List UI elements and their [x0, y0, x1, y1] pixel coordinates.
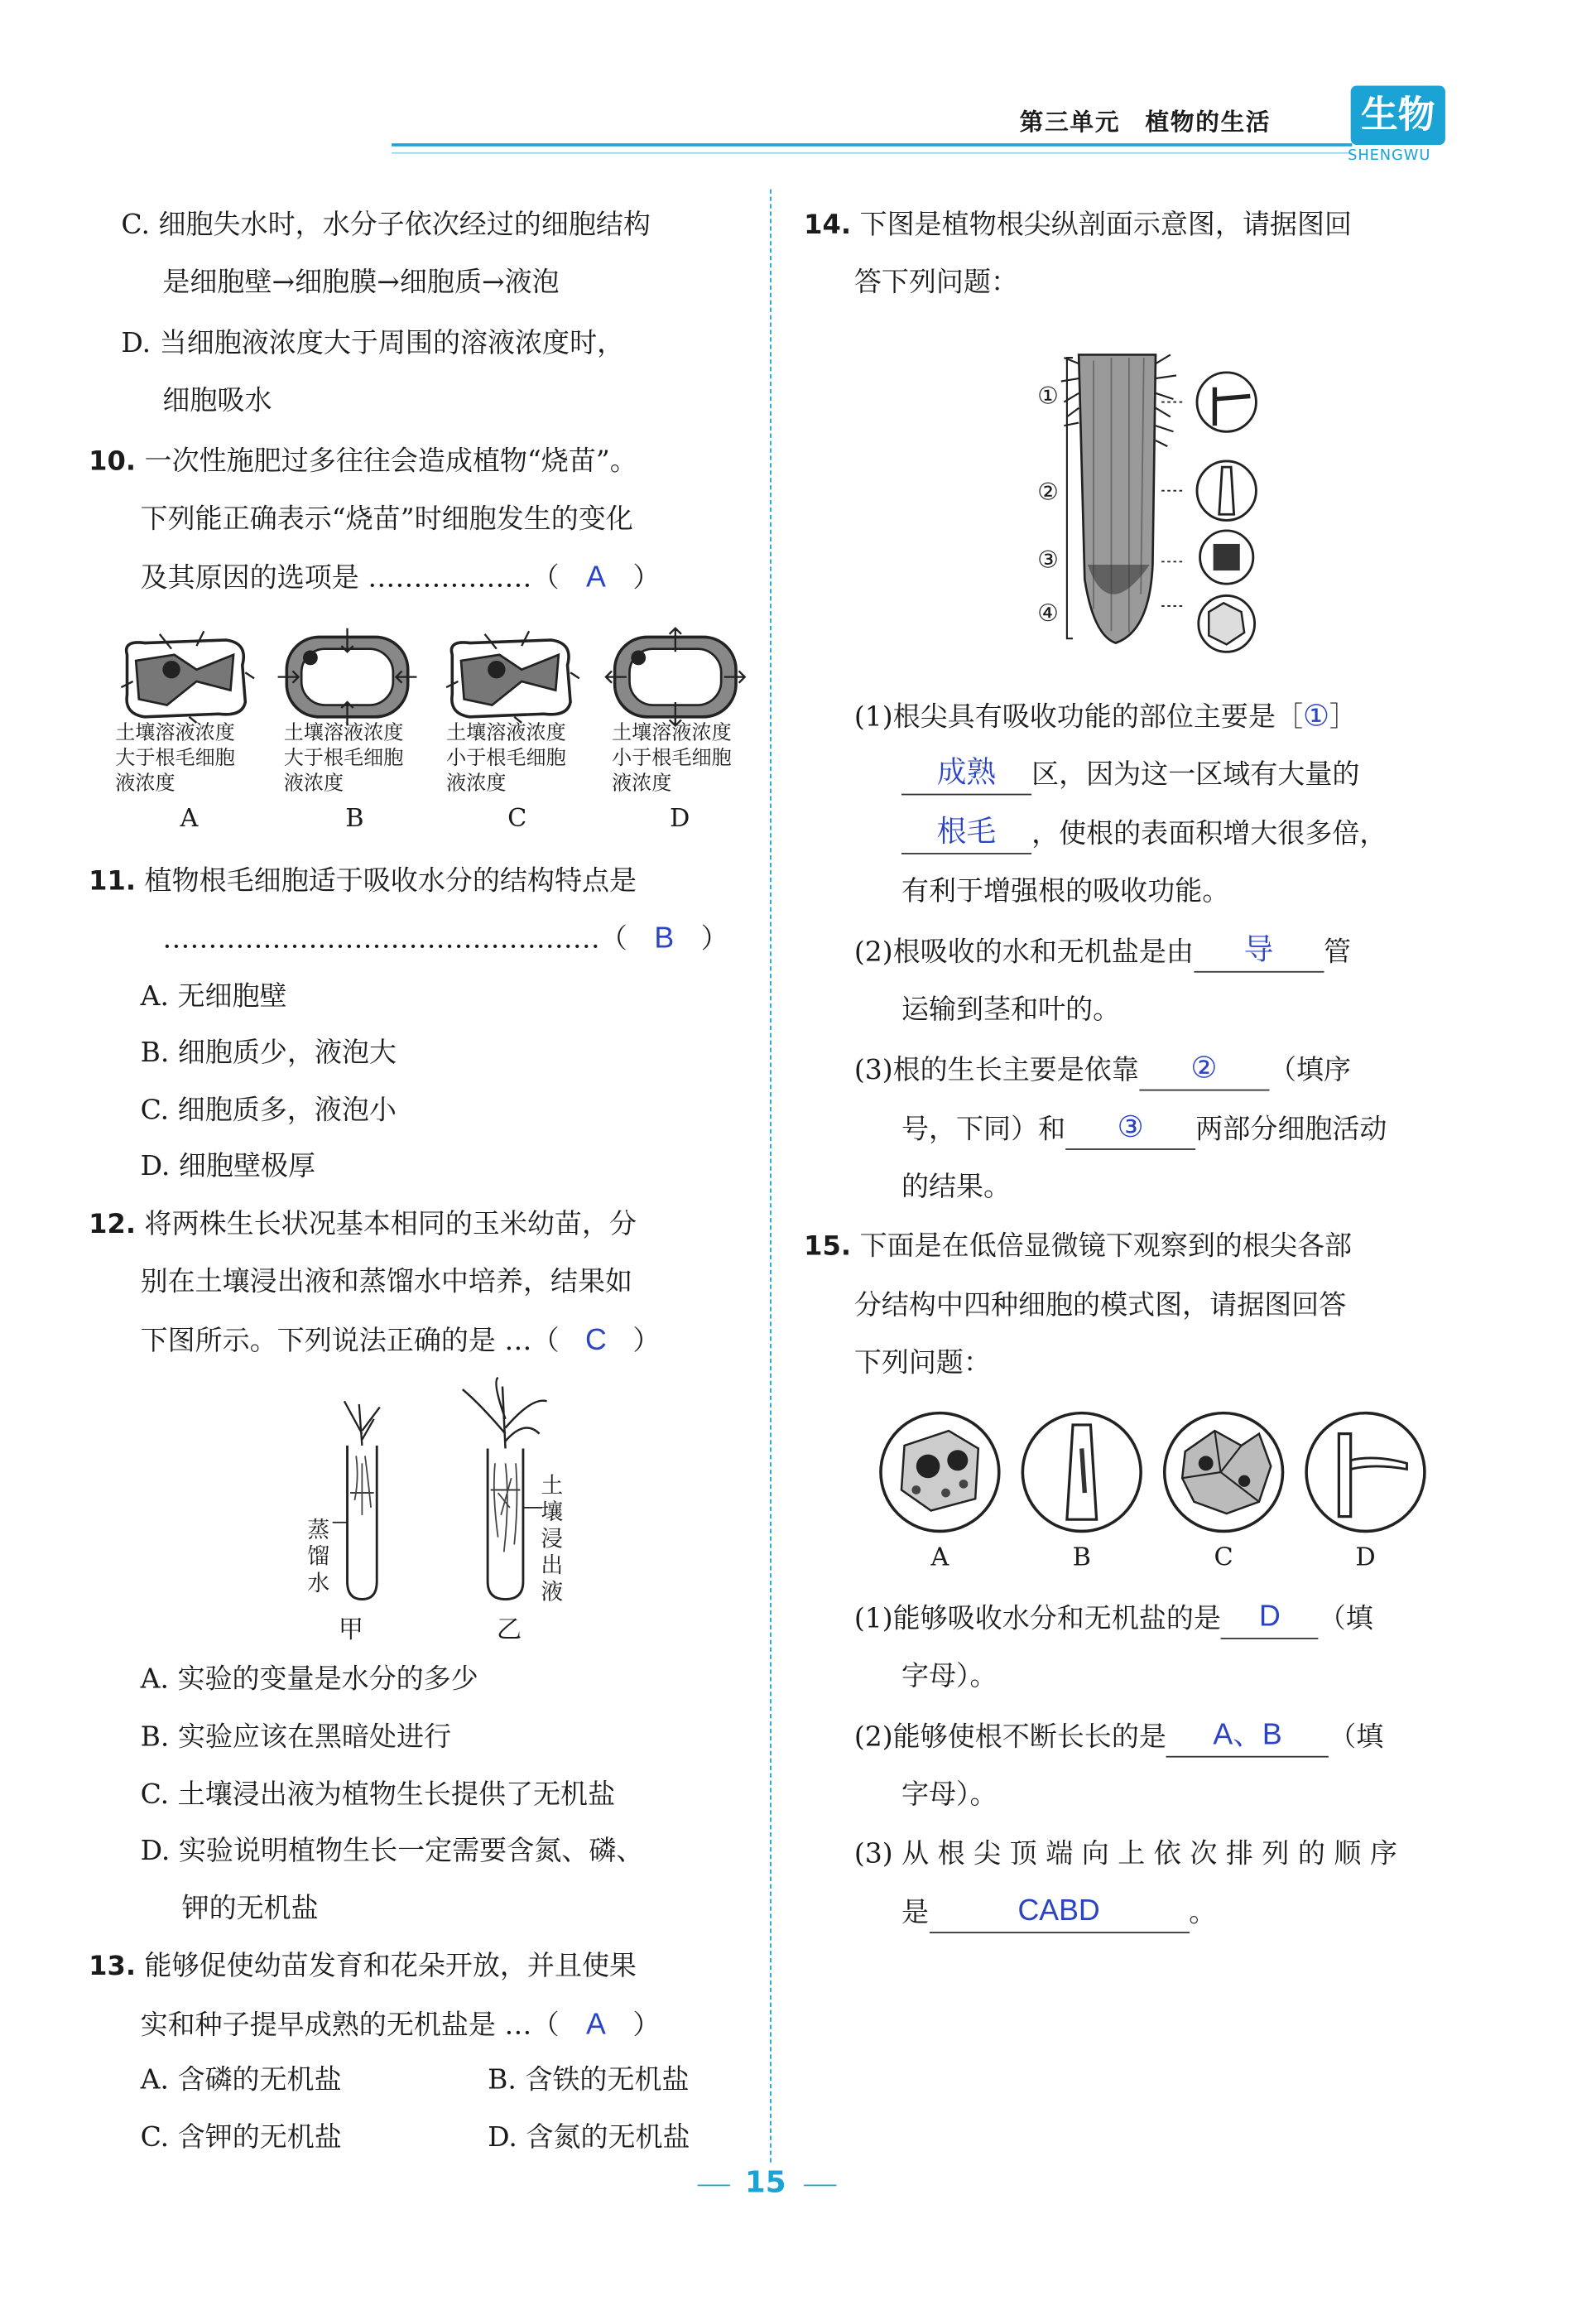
- q15-sub1-line1: [854, 1600, 1373, 1639]
- q14-label-1: ①: [1037, 381, 1059, 410]
- q10-close: ）: [632, 563, 661, 594]
- page-number: 15: [744, 2163, 786, 2200]
- q11-line1: [89, 864, 637, 902]
- q15-sub2-text-a: (2)能够使根不断长长的是: [853, 1721, 1166, 1754]
- q12-option-b: B. 实验应该在黑暗处进行: [140, 1721, 452, 1754]
- q15-sub3-line1: (3) 从 根 尖 顶 端 向 上 依 次 排 列 的 顺 序: [853, 1838, 1397, 1870]
- q12-label-soil-3: 浸: [541, 1525, 564, 1552]
- q10-cell-figure-a: [115, 628, 256, 724]
- q10-letter-c: C: [507, 804, 527, 834]
- q11-text2: …………………………………………（: [162, 923, 627, 955]
- q11-line2: [162, 919, 728, 959]
- q10-line3: [141, 559, 661, 599]
- q15-sub3-line2: [901, 1894, 1216, 1933]
- q15-sub3-text-c: 。: [1189, 1898, 1217, 1929]
- q10-text1: 一次性施肥过多往往会造成植物“烧苗”。: [144, 446, 637, 478]
- q13-option-b: B. 含铁的无机盐: [488, 2064, 690, 2096]
- q12-label-distilled-2: 馏: [307, 1543, 330, 1570]
- q15-sub1-answer: D: [1221, 1600, 1319, 1639]
- q10-caption-d-l1: 土壤溶液浓度: [612, 721, 732, 745]
- q14-sub1-text-c: 区，因为这一区域有大量的: [1031, 759, 1360, 792]
- q14-sub1-line3: [901, 815, 1387, 854]
- q14-sub1-text-d: ，使根的表面积增大很多倍，: [1031, 818, 1387, 850]
- q12-label-soil-4: 出: [541, 1552, 564, 1579]
- q9-option-c-line1: C. 细胞失水时，水分子依次经过的细胞结构: [121, 209, 651, 241]
- q10-caption-c-l3: 液浓度: [446, 771, 507, 796]
- q14-line2: 答下列问题：: [853, 267, 1019, 299]
- q15-cell-figure: [872, 1404, 1433, 1545]
- q13-close: ）: [632, 2009, 661, 2042]
- q14-label-3: ③: [1037, 545, 1059, 574]
- q14-sub3-text-a: (3)根的生长主要是依靠: [853, 1055, 1139, 1087]
- q11-answer: B: [654, 922, 675, 955]
- q14-sub1-text-a: (1)根尖具有吸收功能的部位主要是［: [853, 701, 1304, 734]
- subject-pinyin: SHENGWU: [1348, 147, 1431, 165]
- q14-sub3-answer-2: ③: [1065, 1110, 1195, 1150]
- q10-caption-c: [446, 721, 566, 797]
- header: [0, 0, 1596, 170]
- q10-number: 10.: [89, 446, 137, 478]
- q12-number: 12.: [89, 1209, 137, 1240]
- q14-sub2-answer: 导: [1194, 932, 1324, 972]
- q11-option-b: B. 细胞质少，液泡大: [140, 1037, 397, 1069]
- q14-sub1-line1: [854, 698, 1357, 738]
- q15-letter-c: C: [1214, 1543, 1233, 1573]
- q12-tube-yi-label: 乙: [496, 1615, 522, 1645]
- q11-option-a: A. 无细胞壁: [140, 981, 287, 1013]
- q10-letter-d: D: [669, 804, 690, 834]
- q12-answer: C: [585, 1324, 607, 1357]
- q12-option-a: A. 实验的变量是水分的多少: [140, 1664, 478, 1696]
- q15-sub1-text-a: (1)能够吸收水分和无机盐的是: [853, 1603, 1221, 1635]
- q15-sub2-line2: 字母）。: [901, 1779, 997, 1811]
- q11-option-c: C. 细胞质多，液泡小: [140, 1095, 397, 1127]
- q10-cell-figure-b: [278, 628, 419, 724]
- q10-text3: 及其原因的选项是 ………………（: [140, 563, 560, 594]
- q10-caption-a: [115, 721, 235, 797]
- q10-letter-b: B: [345, 804, 364, 834]
- header-rule-thin: [392, 152, 1352, 154]
- q14-sub1-answer-hair: 根毛: [901, 815, 1031, 854]
- q11-close: ）: [700, 923, 728, 955]
- q12-label-soil-extract: [541, 1472, 567, 1605]
- q15-letter-d: D: [1355, 1543, 1376, 1573]
- q10-letter-a: A: [180, 804, 199, 834]
- q13-option-d: D. 含氮的无机盐: [488, 2122, 690, 2154]
- q12-option-c: C. 土壤浸出液为植物生长提供了无机盐: [140, 1779, 616, 1811]
- q12-text3: 下图所示。下列说法正确的是 …（: [140, 1326, 560, 1357]
- q15-line1: [804, 1228, 1352, 1266]
- q15-sub2-answer: A、B: [1166, 1717, 1329, 1757]
- q14-sub3-line1: [854, 1051, 1351, 1090]
- q14-line1: [804, 207, 1352, 245]
- subject-badge-text: 生物: [1361, 93, 1435, 137]
- q12-label-distilled-3: 水: [307, 1569, 330, 1597]
- q15-sub1-text-b: （填: [1318, 1603, 1373, 1635]
- q14-sub3-line3: 的结果。: [901, 1172, 1012, 1204]
- q10-caption-a-l2: 大于根毛细胞: [115, 746, 235, 771]
- q13-number: 13.: [89, 1951, 137, 1982]
- q12-label-soil-1: 土: [541, 1472, 564, 1499]
- q10-answer: A: [586, 561, 606, 594]
- q10-caption-a-l3: 液浓度: [115, 771, 175, 796]
- q13-text2: 实和种子提早成熟的无机盐是 …（: [140, 2009, 560, 2042]
- q14-sub1-answer-zone: 成熟: [901, 755, 1031, 795]
- q14-sub2-text-a: (2)根吸收的水和无机盐是由: [853, 936, 1194, 969]
- q13-text1: 能够促使幼苗发育和花朵开放，并且使果: [144, 1951, 637, 1982]
- q9-option-d-line2: 细胞吸水: [162, 385, 272, 417]
- q14-sub2-text-b: 管: [1324, 936, 1352, 969]
- column-divider: [770, 190, 772, 2163]
- q15-letter-a: A: [930, 1543, 949, 1573]
- q10-line2: 下列能正确表示“烧苗”时细胞发生的变化: [140, 503, 633, 536]
- q14-number: 14.: [804, 209, 852, 241]
- q12-option-d-line1: D. 实验说明植物生长一定需要含氮、磷、: [140, 1836, 644, 1867]
- q10-cell-figure-d: [606, 628, 747, 724]
- q13-line1: [89, 1948, 637, 1986]
- unit-title: 第三单元 植物的生活: [1019, 108, 1272, 137]
- q10-line1: [89, 444, 637, 482]
- q9-option-c-line2: 是细胞壁→细胞膜→细胞质→液泡: [162, 267, 560, 299]
- q12-text1: 将两株生长状况基本相同的玉米幼苗，分: [144, 1209, 637, 1240]
- footer-rule-left: [698, 2185, 730, 2187]
- q15-sub3-text-b: 是: [901, 1898, 930, 1929]
- q12-label-distilled-1: 蒸: [307, 1516, 330, 1543]
- q10-caption-b-l3: 液浓度: [283, 771, 344, 796]
- q11-option-d: D. 细胞壁极厚: [140, 1151, 316, 1183]
- q14-label-4: ④: [1037, 599, 1059, 627]
- q14-sub2-line2: 运输到茎和叶的。: [901, 994, 1121, 1026]
- q15-text1: 下面是在低倍显微镜下观察到的根尖各部: [859, 1231, 1353, 1263]
- q14-sub2-line1: [854, 932, 1351, 972]
- q9-option-d-line1: D. 当细胞液浓度大于周围的溶液浓度时，: [121, 328, 625, 359]
- q12-line2: 别在土壤浸出液和蒸馏水中培养，结果如: [140, 1266, 633, 1298]
- q15-letter-b: B: [1072, 1543, 1091, 1573]
- q14-sub3-text-b: （填序: [1268, 1055, 1352, 1087]
- q10-caption-d-l2: 小于根毛细胞: [612, 746, 732, 771]
- header-rule: [392, 143, 1352, 147]
- q10-caption-c-l2: 小于根毛细胞: [446, 746, 566, 771]
- q15-sub3-answer: CABD: [929, 1894, 1189, 1933]
- q15-number: 15.: [804, 1231, 852, 1263]
- q15-line2: 分结构中四种细胞的模式图，请据图回答: [853, 1290, 1347, 1321]
- q12-label-distilled-water: [307, 1517, 334, 1596]
- q14-sub3-text-d: 两部分细胞活动: [1195, 1114, 1387, 1146]
- q12-label-soil-5: 液: [541, 1578, 564, 1605]
- q15-line3: 下列问题：: [853, 1348, 991, 1379]
- q12-line1: [89, 1206, 637, 1244]
- q10-caption-a-l1: 土壤溶液浓度: [115, 721, 235, 745]
- q15-sub1-line2: 字母）。: [901, 1661, 997, 1693]
- q14-sub1-answer-number: ①: [1303, 700, 1330, 734]
- q14-sub1-text-b: ］: [1329, 701, 1358, 734]
- q14-sub1-line4: 有利于增强根的吸收功能。: [901, 876, 1230, 908]
- q14-sub3-line2: [901, 1110, 1387, 1150]
- q15-sub2-line1: [854, 1717, 1384, 1757]
- q10-caption-b: [284, 721, 404, 797]
- q10-caption-d: [612, 721, 732, 797]
- q11-text1: 植物根毛细胞适于吸收水分的结构特点是: [144, 866, 637, 898]
- q10-cell-figure-c: [440, 628, 581, 724]
- q11-number: 11.: [89, 866, 137, 898]
- q10-caption-c-l1: 土壤溶液浓度: [446, 721, 566, 745]
- q12-close: ）: [632, 1326, 661, 1357]
- q13-option-c: C. 含钾的无机盐: [140, 2122, 342, 2154]
- q14-sub3-text-c: 号，下同）和: [901, 1114, 1066, 1146]
- q12-line3: [141, 1321, 661, 1361]
- q13-answer: A: [586, 2009, 606, 2042]
- subject-badge: [1351, 86, 1445, 145]
- q13-option-a: A. 含磷的无机盐: [140, 2064, 342, 2096]
- q10-caption-b-l2: 大于根毛细胞: [283, 746, 404, 771]
- q15-sub2-text-b: （填: [1329, 1721, 1384, 1754]
- footer-rule-right: [804, 2185, 836, 2187]
- q12-option-d-line2: 钾的无机盐: [181, 1893, 319, 1925]
- q12-label-soil-2: 壤: [541, 1499, 564, 1526]
- q14-text1: 下图是植物根尖纵剖面示意图，请据图回: [859, 209, 1353, 241]
- q10-caption-b-l1: 土壤溶液浓度: [283, 721, 404, 745]
- q12-tube-jia-label: 甲: [338, 1615, 364, 1645]
- q10-caption-d-l3: 液浓度: [612, 771, 672, 796]
- q14-sub3-answer-1: ②: [1139, 1051, 1269, 1090]
- q14-root-tip-diagram: [1035, 343, 1272, 653]
- q14-label-2: ②: [1037, 477, 1059, 506]
- q14-sub1-line2: [901, 755, 1359, 795]
- q13-line2: [141, 2006, 661, 2046]
